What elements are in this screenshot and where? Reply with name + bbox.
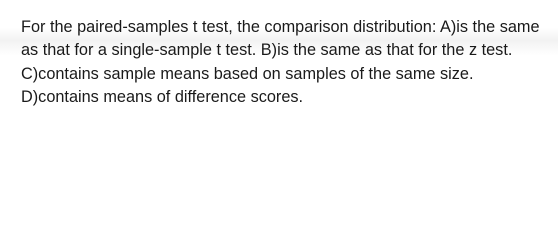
question-text: For the paired-samples t test, the comparison distribution: A)is the same as that for a single-sample t test. B)is the same as that for the z test. C)contains sample means based on samples of the same size. D)contains means of difference scores. (21, 18, 540, 106)
